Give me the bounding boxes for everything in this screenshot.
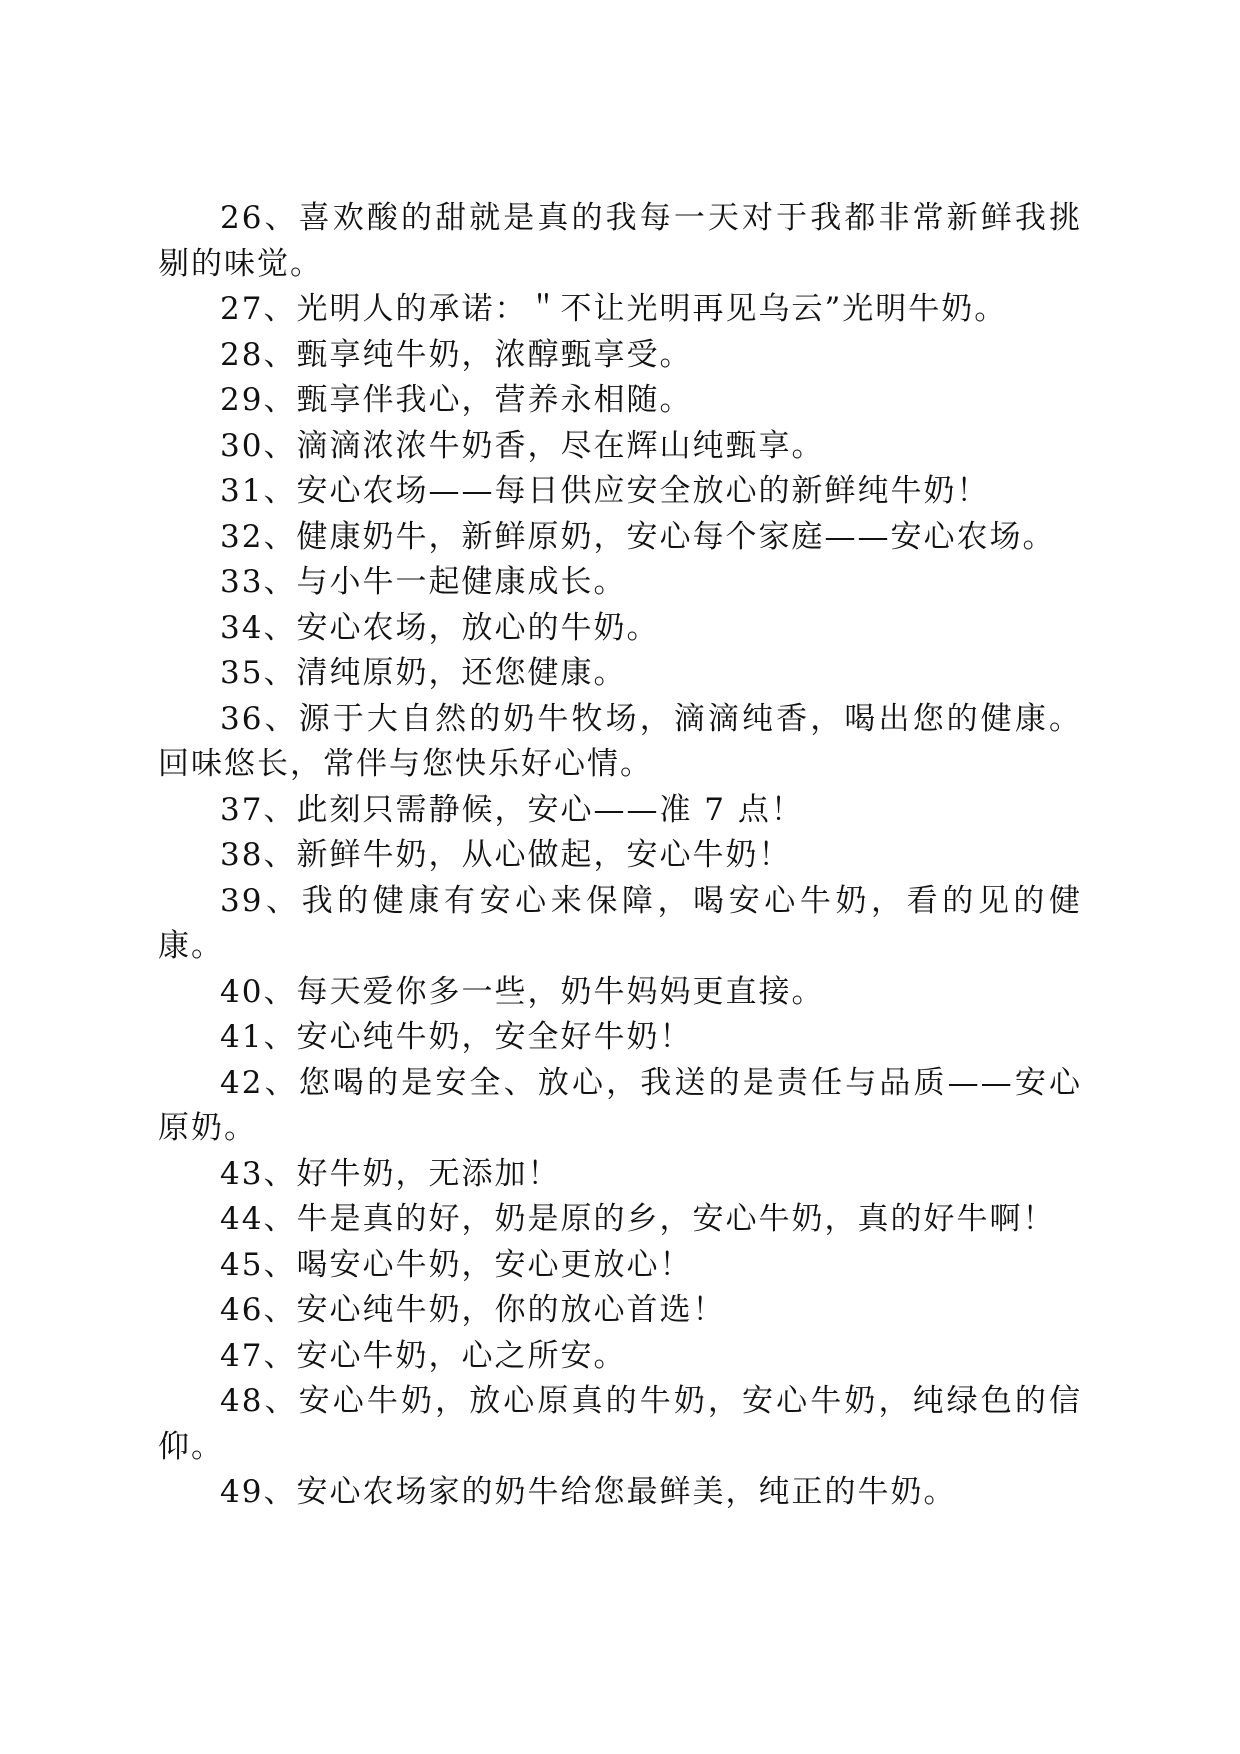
paragraph-32: 32、健康奶牛，新鲜原奶，安心每个家庭——安心农场。 (220, 518, 1056, 555)
paragraph-42: 42、您喝的是安全、放心，我送的是责任与品质——安心原奶。 (158, 1064, 1082, 1146)
paragraph-33: 33、与小牛一起健康成长。 (220, 564, 627, 600)
paragraph-38: 38、新鲜牛奶，从心做起，安心牛奶！ (220, 837, 792, 873)
paragraph-46: 46、安心纯牛奶，你的放心首选！ (220, 1292, 726, 1328)
paragraph-30: 30、滴滴浓浓牛奶香，尽在辉山纯甄享。 (220, 427, 825, 464)
paragraph-36: 36、源于大自然的奶牛牧场，滴滴纯香，喝出您的健康。回味悠长，常伴与您快乐好心情。 (158, 700, 1082, 782)
paragraph-40: 40、每天爱你多一些，奶牛妈妈更直接。 (220, 973, 825, 1010)
paragraph-29: 29、甄享伴我心，营养永相随。 (220, 382, 693, 418)
paragraph-41: 41、安心纯牛奶，安全好牛奶！ (220, 1019, 693, 1055)
paragraph-47: 47、安心牛奶，心之所安。 (220, 1337, 627, 1374)
paragraph-44: 44、牛是真的好，奶是原的乡，安心牛奶，真的好牛啊！ (220, 1201, 1056, 1237)
paragraph-28: 28、甄享纯牛奶，浓醇甄享受。 (220, 336, 693, 373)
document-body (158, 196, 1082, 1516)
paragraph-48: 48、安心牛奶，放心原真的牛奶，安心牛奶，纯绿色的信仰。 (158, 1383, 1082, 1465)
paragraph-39: 39、我的健康有安心来保障，喝安心牛奶，看的见的健康。 (158, 882, 1082, 964)
paragraph-37: 37、此刻只需静候，安心——准 7 点！ (220, 791, 804, 828)
paragraph-35: 35、清纯原奶，还您健康。 (220, 655, 627, 691)
paragraph-43: 43、好牛奶，无添加！ (220, 1155, 561, 1192)
paragraph-26: 26、喜欢酸的甜就是真的我每一天对于我都非常新鲜我挑剔的味觉。 (158, 200, 1082, 282)
paragraph-45: 45、喝安心牛奶，安心更放心！ (220, 1246, 693, 1283)
paragraph-49: 49、安心农场家的奶牛给您最鲜美，纯正的牛奶。 (220, 1474, 957, 1510)
paragraph-31: 31、安心农场——每日供应安全放心的新鲜纯牛奶！ (220, 473, 990, 509)
paragraph-27: 27、光明人的承诺：＂不让光明再见乌云”光明牛奶。 (220, 291, 1008, 327)
paragraph-34: 34、安心农场，放心的牛奶。 (220, 609, 660, 646)
